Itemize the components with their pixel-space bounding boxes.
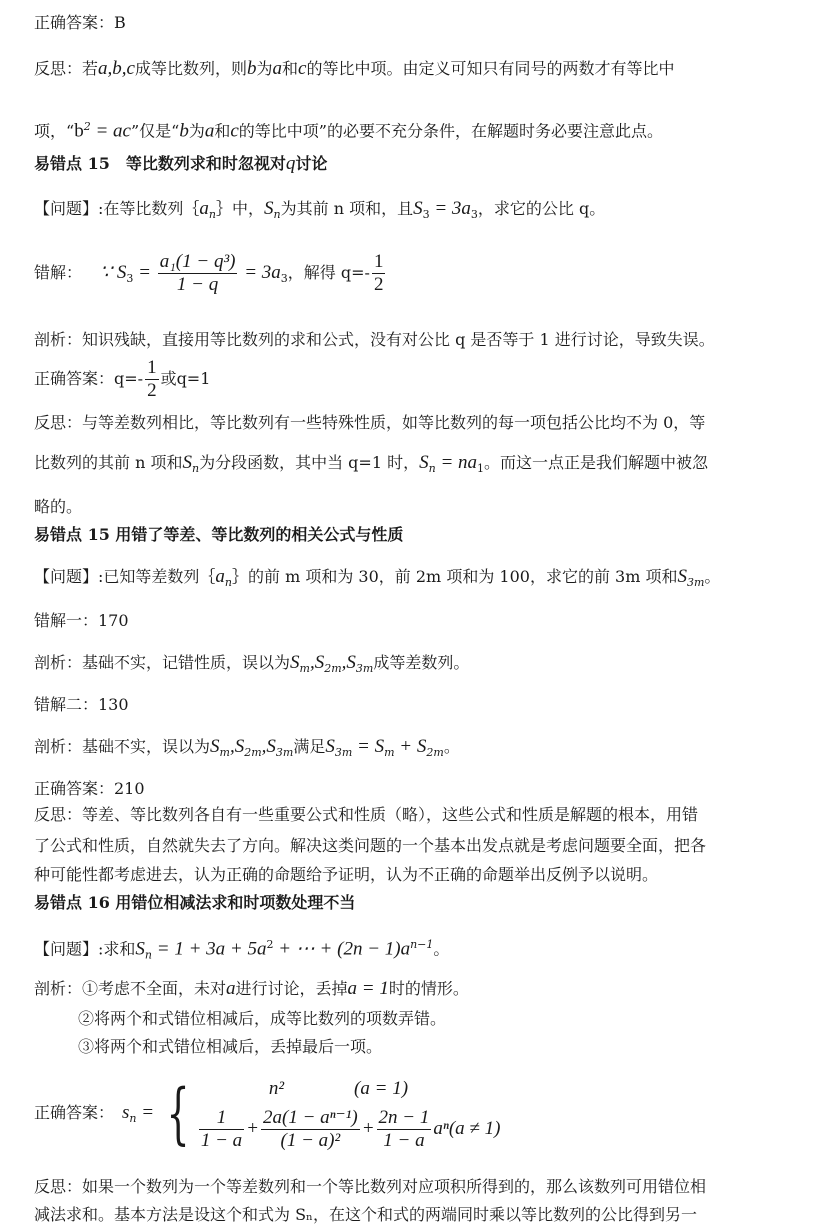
problem-16: 【问题】:求和$S_n = 1 + 3a + 5a^2$ + ⋯ + $(2n - 1)a^{n-1}$。 xyxy=(34,938,450,962)
correct-answer-15a: 正确答案：q=- $\frac{1}{2}$ 或q=1 xyxy=(34,357,211,401)
analysis-15a: 剖析：知识残缺，直接用等比数列的求和公式，没有对公比 q 是否等于 1 进行讨论，导致失误。 xyxy=(34,330,715,349)
section-heading-16: 易错点 16 用错位相减法求和时项数处理不当 xyxy=(34,893,356,912)
reflection-16-line-2: 减法求和。基本方法是设这个和式为 Sₙ，在这个和式的两端同时乘以等比数列的公比得到另一 xyxy=(34,1205,697,1224)
problem-15b: 【问题】:已知等差数列$\{a_n\}$的前 m 项和为 30，前 2m 项和为 100，求它的前 3m 项和$S_{3m}$。 xyxy=(34,566,721,590)
section-heading-15a: 易错点 15 等比数列求和时忽视对q讨论 xyxy=(34,153,328,174)
reflection-16-line-1: 反思：如果一个数列为一个等差数列和一个等比数列对应项积所得到的，那么该数列可用错位相 xyxy=(34,1177,707,1196)
analysis-16-2: ②将两个和式错位相减后，成等比数列的项数弄错。 xyxy=(78,1009,447,1028)
case-1: n² (a = 1) xyxy=(268,1077,409,1099)
reflection-15a-line-3: 略的。 xyxy=(34,497,83,516)
analysis-16-3: ③将两个和式错位相减后，丢掉最后一项。 xyxy=(78,1037,383,1056)
sum-fraction: $\frac{\text{a₁(1 − q³)}}{1 - q}$ xyxy=(159,251,236,295)
analysis-15b-1: 剖析：基础不实，记错性质，误以为$S_m,S_{2m},S_{3m}$成等差数列。 xyxy=(34,652,470,676)
case-2: $\frac{1}{1 - a}$ + $\frac{\text{2a(1 − aⁿ⁻¹)}}{\text{(1 − a)²}}$ + $\frac{2n - 1}{1 - a}$ aⁿ(a ≠ 1) xyxy=(200,1106,501,1151)
reflection-line-2: 项，“$b^2$ = ac”仅是“b为a和c的等比中项”的必要不充分条件，在解题时务必要注意此点。 xyxy=(34,120,663,142)
reflection-15a-line-2: 比数列的其前 n 项和$S_n$为分段函数，其中当 q=1 时，$S_n = na_1$。而这一点正是我们解题中被忽 xyxy=(34,452,709,476)
reflection-15b-line-3: 种可能性都考虑进去，认为正确的命题给予证明，认为不正确的命题举出反例予以说明。 xyxy=(34,865,659,884)
left-brace: { xyxy=(166,1074,190,1152)
reflection-line-1: 反思：若a,b,c成等比数列，则b为a和c的等比中项。由定义可知只有同号的两数才有等比中 xyxy=(34,58,675,79)
reflection-15b-line-2: 了公式和性质，自然就失去了方向。解决这类问题的一个基本出发点就是考虑问题要全面，把各 xyxy=(34,836,707,855)
analysis-16-1: 剖析：①考虑不全面，未对a进行讨论，丢掉a = 1时的情形。 xyxy=(34,978,469,999)
wrong-solution-15a: 错解： ∵ $S_3$ = $\frac{\text{a₁(1 − q³)}}{1 - q}$ = $3a_3$，解得 q=- $\frac{1}{2}$ xyxy=(34,251,384,295)
wrong-solution-2: 错解二：130 xyxy=(34,695,129,714)
half-fraction-answer: $\frac{1}{2}$ xyxy=(147,357,157,401)
piecewise-cases xyxy=(197,1074,501,1154)
correct-answer-16: 正确答案： $s_n$ = { n² (a = 1) $\frac{1}{1 - a}$ + $\frac{\text{2a(1 − aⁿ⁻¹)}}{\text{(1 − a)²}}$ + $\frac{2n - 1}{1 - a}$ aⁿ(a ≠ 1) xyxy=(34,1074,501,1152)
reflection-15a-line-1: 反思：与等差数列相比，等比数列有一些特殊性质，如等比数列的每一项包括公比均不为 0，等 xyxy=(34,413,706,432)
reflection-15b-line-1: 反思：等差、等比数列各自有一些重要公式和性质（略），这些公式和性质是解题的根本，用错 xyxy=(34,805,699,824)
section-heading-15b: 易错点 15 用错了等差、等比数列的相关公式与性质 xyxy=(34,525,404,544)
correct-answer-15b: 正确答案：210 xyxy=(34,779,145,798)
half-fraction: $\frac{1}{2}$ xyxy=(373,251,384,295)
problem-15a: 【问题】:在等比数列$\{a_n\}$中，$S_n$为其前 n 项和，且$S_3 = 3a_3$，求它的公比 q。 xyxy=(34,198,606,222)
answer-line: 正确答案：B xyxy=(34,13,126,32)
wrong-solution-1: 错解一：170 xyxy=(34,611,129,630)
analysis-15b-2: 剖析：基础不实，误以为$S_m,S_{2m},S_{3m}$满足$S_{3m} = S_m + S_{2m}$。 xyxy=(34,736,460,760)
